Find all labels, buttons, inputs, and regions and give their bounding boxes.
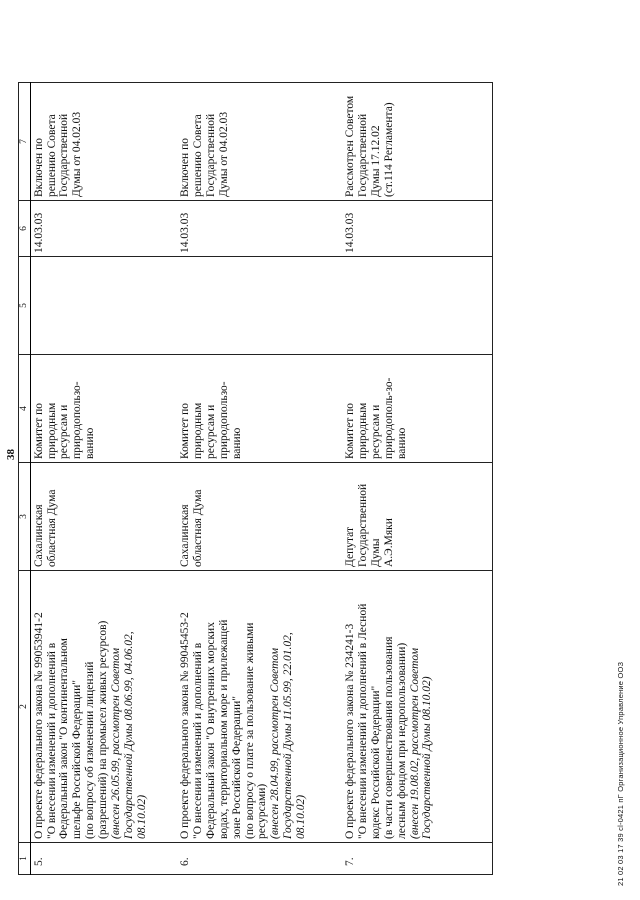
column5-cell [177, 257, 342, 355]
header-cell: 1 [19, 843, 31, 875]
text-line: Думы 17.12.02 [369, 125, 382, 197]
text-line: природопользо- [71, 381, 84, 459]
bill-title-cell [342, 571, 492, 843]
page-number: 38 [5, 449, 17, 460]
text-line: зоне Российской Федерации" [230, 696, 243, 839]
text-line: (внесен 28.04.99, рассмотрен Советом [269, 647, 282, 839]
row-number: 7. [342, 843, 492, 875]
text-line: областная Дума [192, 489, 204, 567]
header-cell: 4 [19, 355, 31, 463]
text-line: природным [357, 402, 369, 459]
header-cell: 7 [19, 83, 31, 201]
text-line: областная Дума [45, 489, 58, 567]
text-line: природным [45, 402, 58, 459]
row-number: 5. [30, 843, 177, 875]
decision-cell [177, 83, 342, 201]
text-line: шельфе Российской Федерации" [71, 680, 84, 839]
text-line: Государственной Думы 08.06.99, 04.06.02, [122, 631, 135, 839]
date-cell: 14.03.03 [177, 201, 342, 257]
text-line: водах, территориальном море и прилежащей [217, 619, 230, 839]
initiator-cell [177, 463, 342, 571]
committee-cell [342, 355, 492, 463]
text-line: (в части совершенствования пользования [382, 636, 395, 839]
text-line: Думы от 04.02.03 [217, 111, 230, 197]
text-line: (ст.114 Регламента) [382, 102, 395, 197]
text-line: Государственной [357, 483, 369, 567]
text-line: (разрешений) на промысел живых ресурсов) [97, 620, 109, 839]
text-line: О проекте федерального закона № 99053941-2 [32, 612, 45, 839]
text-line: 08.10.02) [295, 794, 307, 839]
text-line: (внесен 26.05.99, рассмотрен Советом [109, 647, 122, 839]
text-line: Федеральный закон "О внутренних морских [204, 622, 217, 839]
text-line: ванию [395, 427, 408, 459]
bill-title-cell [177, 571, 342, 843]
date-cell: 14.03.03 [30, 201, 177, 257]
text-line: (по вопросу о плате за пользование живыми [243, 622, 256, 839]
text-line: лесным фондом при недропользовании) [395, 642, 408, 839]
decision-cell [342, 83, 492, 201]
text-line: Государственной Думы 08.10.02) [421, 676, 434, 839]
column5-cell [342, 257, 492, 355]
text-line: (по вопросу об изменении лицензий [84, 661, 97, 839]
text-line: О проекте федерального закона № 99045453-2 [179, 612, 192, 839]
text-line: Включен по [179, 138, 192, 197]
footer-stamp: 21 02 03 17 39 cl-0421 пГ Организационное Управление ООЗ [616, 661, 625, 886]
agenda-table [18, 82, 493, 875]
text-line: кодекс Российской Федерации" [369, 685, 382, 839]
text-line: "О внесении изменений и дополнений в [192, 642, 204, 839]
bill-title-cell [30, 571, 177, 843]
text-line: Сахалинская [179, 504, 192, 567]
text-line: ресурсам и [369, 404, 382, 459]
text-line: Государственной [204, 113, 217, 197]
text-line: Включен по [32, 138, 45, 197]
text-line: Федеральный закон "О континентальном [58, 638, 71, 839]
decision-cell [30, 83, 177, 201]
text-line: Депутат [344, 527, 357, 567]
header-cell: 6 [19, 201, 31, 257]
text-line: 08.10.02) [135, 794, 148, 839]
committee-cell [30, 355, 177, 463]
text-line: ванию [230, 427, 243, 459]
text-line: Думы от 04.02.03 [71, 111, 84, 197]
text-line: ванию [84, 427, 97, 459]
row-number: 6. [177, 843, 342, 875]
text-line: решению Совета [192, 114, 204, 197]
initiator-cell [342, 463, 492, 571]
text-line: Рассмотрен Советом [344, 95, 357, 197]
column5-cell [30, 257, 177, 355]
text-line: Думы [369, 538, 382, 567]
table-row [177, 83, 342, 875]
text-line: природопользо- [217, 381, 230, 459]
text-line: решению Совета [45, 114, 58, 197]
header-row [19, 83, 31, 875]
text-line: Комитет по [344, 403, 357, 459]
date-cell: 14.03.03 [342, 201, 492, 257]
text-line: Комитет по [32, 403, 45, 459]
header-cell: 5 [19, 257, 31, 355]
text-line: Государственной [357, 113, 369, 197]
initiator-cell [30, 463, 177, 571]
text-line: (внесен 19.08.02, рассмотрен Советом [408, 647, 421, 839]
text-line: Комитет по [179, 403, 192, 459]
text-line: ресурсам и [58, 404, 71, 459]
header-cell: 2 [19, 571, 31, 843]
text-line: ресурсами) [256, 783, 269, 839]
committee-cell [177, 355, 342, 463]
text-line: ресурсам и [204, 404, 217, 459]
text-line: "О внесении изменений и дополнений в Лесной [357, 603, 369, 839]
text-line: природным [192, 402, 204, 459]
text-line: Государственной Думы 11.05.99, 22.01.02, [282, 632, 295, 839]
table-row [342, 83, 492, 875]
text-line: "О внесении изменений и дополнений в [45, 642, 58, 839]
table-row [30, 83, 177, 875]
text-line: Государственной [58, 113, 71, 197]
text-line: природополь-зо- [382, 377, 395, 459]
text-line: А.Э.Мяки [382, 518, 395, 567]
header-cell: 3 [19, 463, 31, 571]
text-line: Сахалинская [32, 504, 45, 567]
text-line: О проекте федерального закона № 234241-3 [344, 623, 357, 839]
